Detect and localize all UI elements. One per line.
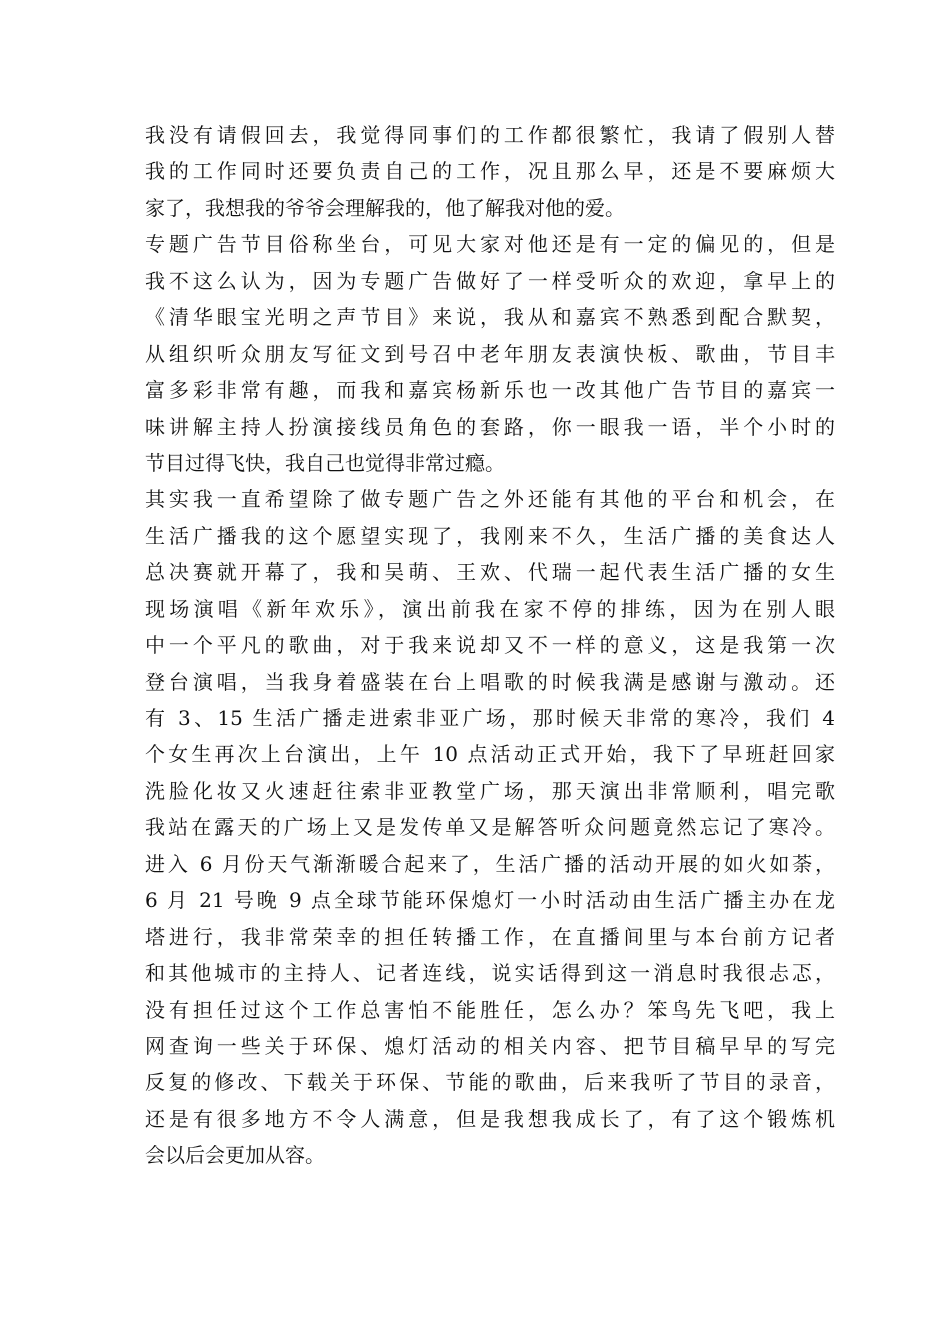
text-line: 6 月 21 号晚 9 点全球节能环保熄灯一小时活动由生活广播主办在龙 xyxy=(145,888,835,913)
text-line: 我没有请假回去，我觉得同事们的工作都很繁忙，我请了假别人替 xyxy=(145,123,835,147)
text-line: 味讲解主持人扮演接线员角色的套路，你一眼我一语，半个小时的 xyxy=(145,414,835,439)
paragraph-2 xyxy=(145,226,835,481)
text-line: 我站在露天的广场上又是发传单又是解答听众问题竟然忘记了寒冷。 xyxy=(145,815,835,840)
text-line: 专题广告节目俗称坐台，可见大家对他还是有一定的偏见的，但是 xyxy=(145,232,835,257)
text-line: 富多彩非常有趣，而我和嘉宾杨新乐也一改其他广告节目的嘉宾一 xyxy=(145,378,835,403)
text-line: 我的工作同时还要负责自己的工作，况且那么早，还是不要麻烦大 xyxy=(145,159,835,184)
text-line: 节目过得飞快，我自己也觉得非常过瘾。 xyxy=(145,450,505,475)
text-line: 个女生再次上台演出，上午 10 点活动正式开始，我下了早班赶回家 xyxy=(145,742,835,767)
text-line: 其实我一直希望除了做专题广告之外还能有其他的平台和机会，在 xyxy=(145,487,835,512)
text-line: 我不这么认为，因为专题广告做好了一样受听众的欢迎，拿早上的 xyxy=(145,268,835,293)
text-line: 从组织听众朋友写征文到号召中老年朋友表演快板、歌曲，节目丰 xyxy=(145,341,835,366)
text-line: 塔进行，我非常荣幸的担任转播工作，在直播间里与本台前方记者 xyxy=(145,924,835,949)
text-line: 反复的修改、下载关于环保、节能的歌曲，后来我听了节目的录音， xyxy=(145,1070,835,1095)
document-body xyxy=(145,117,835,1174)
text-line: 进入 6 月份天气渐渐暖合起来了，生活广播的活动开展的如火如荼， xyxy=(145,851,835,876)
paragraph-1 xyxy=(145,117,835,226)
text-line: 登台演唱，当我身着盛装在台上唱歌的时候我满是感谢与激动。还 xyxy=(145,669,835,694)
text-line: 会以后会更加从容。 xyxy=(145,1143,325,1168)
text-line: 有 3、15 生活广播走进索非亚广场，那时候天非常的寒冷，我们 4 xyxy=(145,706,835,730)
text-line: 网查询一些关于环保、熄灯活动的相关内容、把节目稿早早的写完 xyxy=(145,1033,835,1058)
text-line: 《清华眼宝光明之声节目》来说，我从和嘉宾不熟悉到配合默契， xyxy=(145,305,835,330)
text-line: 还是有很多地方不令人满意，但是我想我成长了，有了这个锻炼机 xyxy=(145,1106,835,1131)
text-line: 现场演唱《新年欢乐》，演出前我在家不停的排练，因为在别人眼 xyxy=(145,596,835,621)
paragraph-4 xyxy=(145,846,835,1174)
paragraph-3 xyxy=(145,481,835,845)
text-line: 家了，我想我的爷爷会理解我的，他了解我对他的爱。 xyxy=(145,195,625,220)
text-line: 生活广播我的这个愿望实现了，我刚来不久，生活广播的美食达人 xyxy=(145,523,835,548)
text-line: 没有担任过这个工作总害怕不能胜任，怎么办？笨鸟先飞吧，我上 xyxy=(145,997,835,1022)
text-line: 总决赛就开幕了，我和吴萌、王欢、代瑞一起代表生活广播的女生 xyxy=(145,560,835,585)
text-line: 中一个平凡的歌曲，对于我来说却又不一样的意义，这是我第一次 xyxy=(145,633,835,658)
text-line: 洗脸化妆又火速赶往索非亚教堂广场，那天演出非常顺利，唱完歌 xyxy=(145,778,835,803)
text-line: 和其他城市的主持人、记者连线，说实话得到这一消息时我很忐忑， xyxy=(145,961,835,986)
